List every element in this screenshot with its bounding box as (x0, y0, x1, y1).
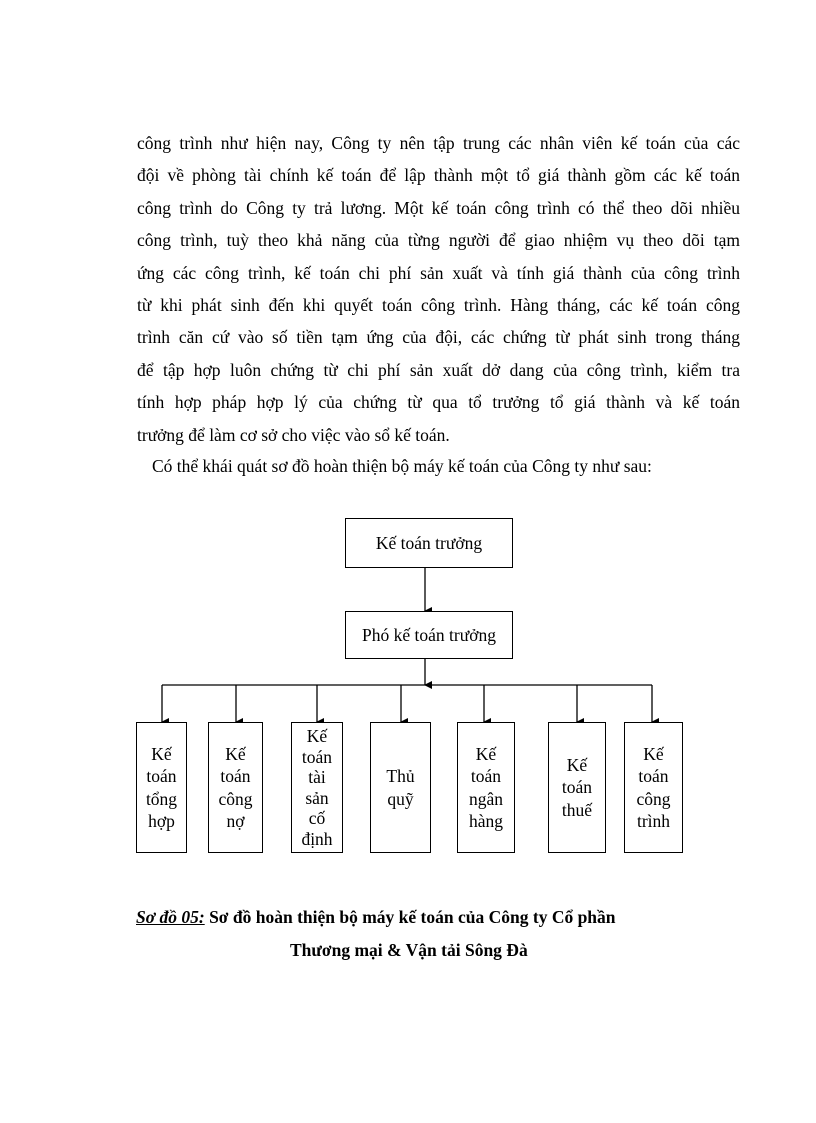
diagram-caption-line2: Thương mại & Vận tải Sông Đà (290, 940, 528, 960)
paragraph-line: công trình như hiện nay, Công ty nên tập trung các nhân viên kế toán của các (137, 133, 740, 153)
paragraph-line: từ khi phát sinh đến khi quyết toán công trình. Hàng tháng, các kế toán công (137, 295, 740, 316)
paragraph-line: công trình do Công ty trả lương. Một kế toán công trình có thể theo dõi nhiều (137, 197, 740, 218)
node-deputy-chief-accountant: Phó kế toán trưởng (345, 611, 513, 659)
caption-title: Sơ đồ hoàn thiện bộ máy kế toán của Công ty Cổ phần (204, 907, 616, 927)
paragraph-line: tính hợp pháp hợp lý của chứng từ qua tổ trưởng tổ giá thành và kế toán (137, 392, 740, 413)
paragraph-line: trưởng để làm cơ sở cho việc vào sổ kế toán. (137, 424, 450, 445)
node-fixed-asset-accountant: Kế toán tài sản cố định (291, 722, 343, 853)
paragraph-line: trình căn cứ vào số tiền tạm ứng của đội, các chứng từ phát sinh trong tháng (137, 327, 740, 348)
diagram-caption-line1 (136, 907, 616, 928)
paragraph-line: đội về phòng tài chính kế toán để lập thành một tổ giá thành gồm các kế toán (137, 165, 740, 186)
node-bank-accountant: Kế toán ngân hàng (457, 722, 515, 853)
paragraph-line: để tập hợp luôn chứng từ chi phí sản xuất dở dang của công trình, kiểm tra (137, 359, 740, 380)
paragraph-line: công trình, tuỳ theo khả năng của từng người để giao nhiệm vụ theo dõi tạm (137, 230, 740, 251)
caption-label: Sơ đồ 05: (136, 907, 205, 927)
node-tax-accountant: Kế toán thuế (548, 722, 606, 853)
node-project-accountant: Kế toán công trình (624, 722, 683, 853)
paragraph-line: ứng các công trình, kế toán chi phí sản xuất và tính giá thành của công trình (137, 262, 740, 283)
diagram-intro-text: Có thể khái quát sơ đồ hoàn thiện bộ máy kế toán của Công ty như sau: (152, 456, 652, 476)
node-treasurer: Thủ quỹ (370, 722, 431, 853)
node-general-accountant: Kế toán tổng hợp (136, 722, 187, 853)
node-chief-accountant: Kế toán trưởng (345, 518, 513, 568)
node-debt-accountant: Kế toán công nợ (208, 722, 263, 853)
